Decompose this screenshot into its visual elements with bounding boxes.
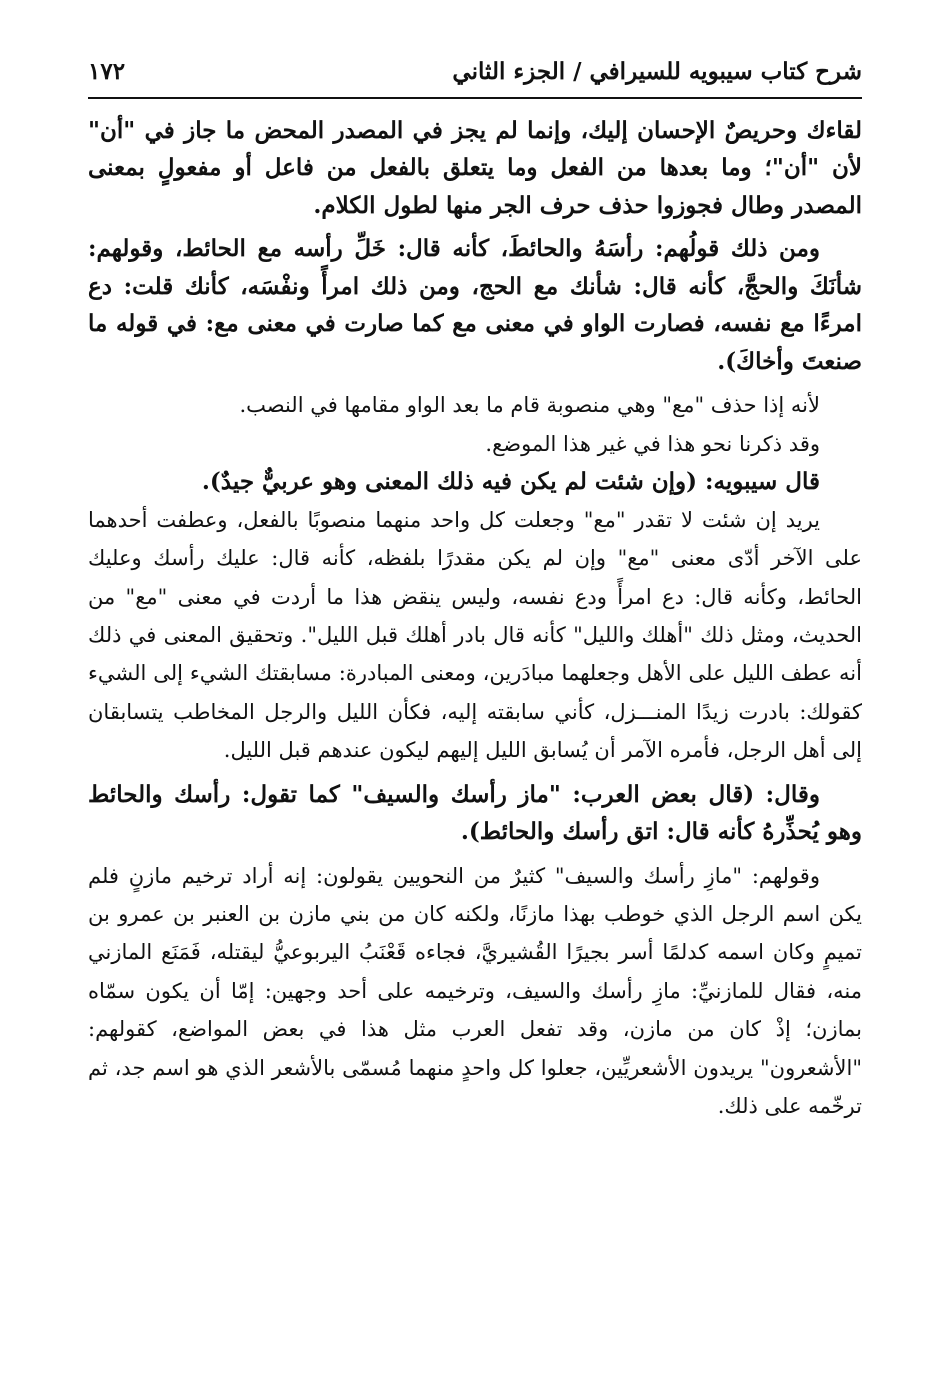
paragraph-commentary: وقد ذكرنا نحو هذا في غير هذا الموضع. [485,431,820,456]
paragraph-commentary: وقولهم: "مازِ رأسك والسيف" كثيرٌ من النحويين يقولون: إنه أراد ترخيم مازنٍ فلم يكن اسم الرجل الذي خوطب بهذا مازنًا، ولكنه كان من بني مازن بن العنبر بن عمرو بن تميمٍ وكان اسمه كدلمًا أسر بجيرًا القُشيريَّ، فجاءه قَعْنَبُ اليربوعيُّ ليقتله، فَمَنَع المازني منه، فقال للمازنيِّ: مازِ رأسك والسيف، وترخيمه على أحد وجهين: إمّا أن يكون سمّاه بمازن؛ إذْ كان من مازن، وقد تفعل العرب مثل هذا في بعض المواضع، كقولهم: "الأشعرون" يريدون الأشعريِّين، جعلوا كل واحدٍ منهما مُسمّى بالأشعر الذي هو اسم جد، ثم ترخّمه على ذلك. [88,863,862,1119]
running-title: شرح كتاب سيبويه للسيرافي / الجزء الثاني [452,57,862,85]
header-rule [88,97,862,99]
paragraph-sibawayh-quote: وقال: (قال بعض العرب: "ماز رأسك والسيف" كما تقول: رأسك والحائط وهو يُحذِّرهُ كأنه قال: اتق رأسك والحائط). [88,780,862,846]
paragraph-commentary: لأنه إذا حذف "مع" وهي منصوبة قام ما بعد الواو مقامها في النصب. [239,393,820,418]
paragraph-commentary: يريد إن شئت لا تقدر "مع" وجعلت كل واحد منهما منصوبًا بالفعل، وعطفت أحدهما على الآخر أدّى معنى "مع" وإن لم يكن مقدرًا بلفظه، كأنه قال: عليك رأسك وعليك الحائط، وكأنه قال: دع امرأً ودع نفسه، وليس ينقض هذا ما أردت في معنى "مع" من الحديث، ومثل ذلك "أهلك والليل" كأنه قال بادر أهلك قبل الليل". وتحقيق المعنى في ذلك أنه عطف الليل على الأهل وجعلهما مبادَرين، ومعنى المبادرة: مسابقتك الشيء إلى الشيء كقولك: بادرت زيدًا المنـــزل، كأني سابقته إليه، فكأن الليل والرجل المخاطب يتسابقان إلى أهل الرجل، فأمره الآمر أن يُسابق الليل إليهم ليكون عندهم قبل الليل. [88,507,862,763]
paragraph-continuation: لقاءك وحريصٌ الإحسان إليك، وإنما لم يجز في المصدر المحض ما جاز في "أن" لأن "أن"؛ وما بعدها من الفعل وما يتعلق بالفعل من فاعل أو مفعولٍ بمعنى المصدر وطال فجوزوا حذف حرف الجر منها لطول الكلام. [88,117,862,219]
page-number: ١٧٢ [88,57,126,85]
page-header [88,50,862,92]
body-text [88,112,862,1126]
paragraph-sibawayh-quote: قال سيبويه: (وإن شئت لم يكن فيه ذلك المعنى وهو عربيٌّ جيدٌ). [201,468,820,496]
paragraph-sibawayh-quote: ومن ذلك قولُهم: رأسَهُ والحائطَ، كأنه قال: خَلِّ رأسه مع الحائط، وقولهم: شأنَكَ والحجَّ، كأنه قال: شأنك مع الحج، ومن ذلك امرأً ونفْسَه، كأنك قلت: دع امرءًا مع نفسه، فصارت الواو في معنى مع كما صارت في معنى مع: في قوله ما صنعتَ وأخاكَ). [88,235,862,375]
